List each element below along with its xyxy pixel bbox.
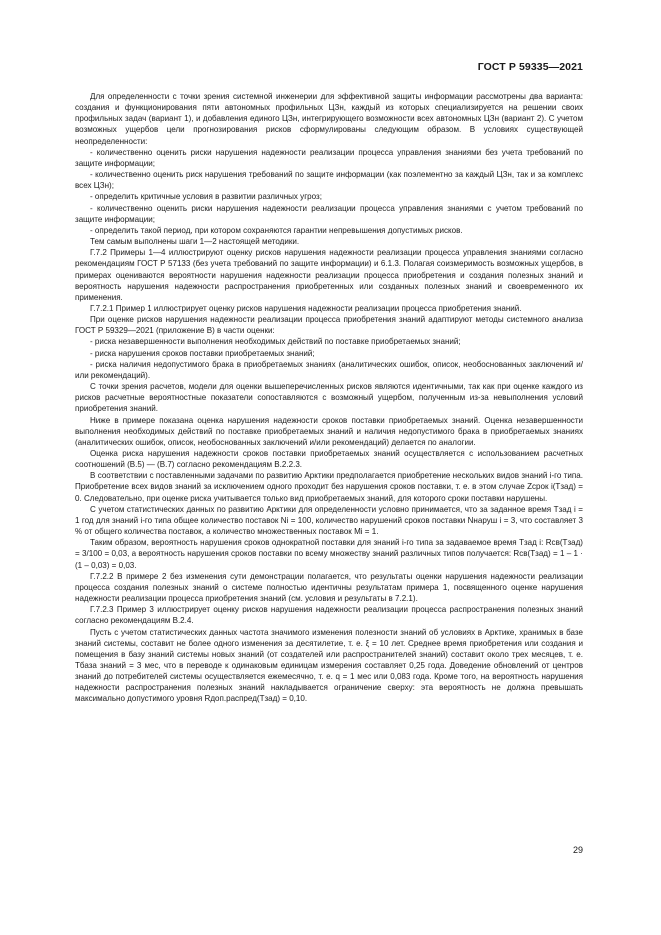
- paragraph: В соответствии с поставленными задачами по развитию Арктики предполагается приобретение нескольких видов знаний i-го типа. Приобретение всех видов знаний за исключением одного проходит без нарушения сроков поставки, т. е. в этом случае Zсрок i(Tзад) = 0. Следовательно, при оценке риска учитывается только вид приобретаемых знаний, для которого сроки поставки нарушены.: [75, 471, 583, 503]
- paragraph: - определить такой период, при котором сохраняются гарантии непревышения допустимых рисков.: [90, 225, 463, 235]
- paragraph: Г.7.2.3 Пример 3 иллюстрирует оценку рисков нарушения надежности реализации процесса распространения полезных знаний согласно рекомендациям В.2.4.: [75, 605, 583, 626]
- paragraph: Для определенности с точки зрения системной инженерии для эффективной защиты информации рассмотрены два варианта: создания и функционирования пяти автономных профильных ЦЗн, каждый из которых специализируется на решении своих профильных задач (вариант 1), и добавления единого ЦЗн, интегрирующего возможности всех автономных ЦЗн (вариант 2). С учетом возможных ущербов цели прогнозирования рисков сформулированы следующим образом. В условиях существующей неопределенности:: [75, 92, 583, 146]
- paragraph: Оценка риска нарушения надежности сроков поставки приобретаемых знаний осуществляется с использованием расчетных соотношений (В.5) — (В.7) согласно рекомендациям В.2.2.3.: [75, 449, 583, 470]
- paragraph: Г.7.2 Примеры 1—4 иллюстрируют оценку рисков нарушения надежности реализации процесса управления знаниями согласно рекомендациям ГОСТ Р 57133 (без учета требований по защите информации) и 6.1.3. Полагая соизмеримость возможных ущербов, в примерах оцениваются вероятности нарушения надежности реализации процесса приобретения и создания полезных знаний и вероятность нарушения надежности распространения приобретенных или созданных полезных знаний и своевременного их применения.: [75, 248, 583, 302]
- paragraph: С учетом статистических данных по развитию Арктики для определенности условно принимается, что за заданное время Tзад i = 1 год для знаний i-го типа общее количество поставок Ni = 100, количество нарушений сроков поставки Nнаруш i = 3, что составляет 3 % от общего количества поставок, а количество множественных поставок Mi = 1.: [75, 504, 583, 537]
- paragraph: - риска наличия недопустимого брака в приобретаемых знаниях (аналитических ошибок, описок, необоснованных заключений и/или рекомендаций).: [75, 359, 583, 380]
- paragraph: С точки зрения расчетов, модели для оценки вышеперечисленных рисков являются идентичными, так как при оценке каждого из рисков расчетные вероятностные показатели сопоставляются с возможный ущербом, полученным из-за невыполнения условий приобретения знаний.: [75, 382, 583, 414]
- paragraph: - количественно оценить риски нарушения надежности реализации процесса управления знаниями с учетом требований по защите информации;: [75, 203, 583, 224]
- paragraph: При оценке рисков нарушения надежности реализации процесса приобретения знаний адаптируют методы системного анализа ГОСТ Р 59329—2021 (приложение В) в части оценки:: [75, 315, 583, 336]
- paragraph: Г.7.2.1 Пример 1 иллюстрирует оценку рисков нарушения надежности реализации процесса приобретения знаний.: [90, 303, 522, 313]
- paragraph: - определить критичные условия в развитии различных угроз;: [90, 192, 322, 202]
- paragraph: Пусть с учетом статистических данных частота значимого изменения полезности знаний об условиях в Арктике, хранимых в базе знаний системы, составит не более одного изменения за десятилетие, т. е. ξ = 10 лет. Среднее время приобретения или создания и помещения в базу знаний системы новых знаний (от создателей или распространителей знаний) составит около трех месяцев, т. е. Tбаза знаний = 3 мес, что в переводе к одинаковым единицам измерения составляет 0,25 года. Доведение обновлений от центров знаний до потребителей системы осуществляется ежемесячно, т. е. q = 1 мес или 0,083 года. Кроме того, на вероятность нарушения надежности распространения полезных знаний накладывается ограничение сверху: эта вероятность не должна превышать максимально допустимого уровня Rдоп.распред(Tзад) = 0,10.: [75, 627, 583, 704]
- page-number: 29: [572, 845, 583, 855]
- paragraph: Ниже в примере показана оценка нарушения надежности сроков поставки приобретаемых знаний. Оценка незавершенности выполнения необходимых действий по поставке приобретаемых знаний и наличия недопустимого брака в приобретаемых знаниях (аналитических ошибок, описок, необоснованных заключений и/или рекомендаций) делается по аналогии.: [75, 415, 583, 447]
- paragraph: Таким образом, вероятность нарушения сроков однократной поставки для знаний i-го типа за задаваемое время Tзад i: Rсв(Tзад) = 3/100 = 0,03, а вероятность нарушения сроков поставки по всему множеству знаний различных типов получается: Rсв(Tзад) = 1 – 1 · (1 – 0,03) = 0,03.: [75, 538, 583, 570]
- paragraph: - риска незавершенности выполнения необходимых действий по поставке приобретаемых знаний;: [90, 337, 461, 347]
- document-body: [75, 91, 583, 705]
- paragraph: - количественно оценить риск нарушения требований по защите информации (как поэлементно за каждый ЦЗн, так и за комплекс всех ЦЗн);: [75, 170, 583, 191]
- paragraph: - количественно оценить риски нарушения надежности реализации процесса управления знаниями без учета требований по защите информации;: [75, 147, 583, 168]
- paragraph: - риска нарушения сроков поставки приобретаемых знаний;: [90, 348, 315, 358]
- document-code: ГОСТ Р 59335—2021: [477, 61, 583, 73]
- paragraph: Г.7.2.2 В примере 2 без изменения сути демонстрации полагается, что результаты оценки нарушения надежности реализации процесса создания полезных знаний о системе полностью идентичны результатам примера 1, посвященного оценке нарушения надежности реализации процесса приобретения знаний (см. условия и результаты в 7.2.1).: [75, 571, 583, 604]
- paragraph: Тем самым выполнены шаги 1—2 настоящей методики.: [90, 237, 300, 247]
